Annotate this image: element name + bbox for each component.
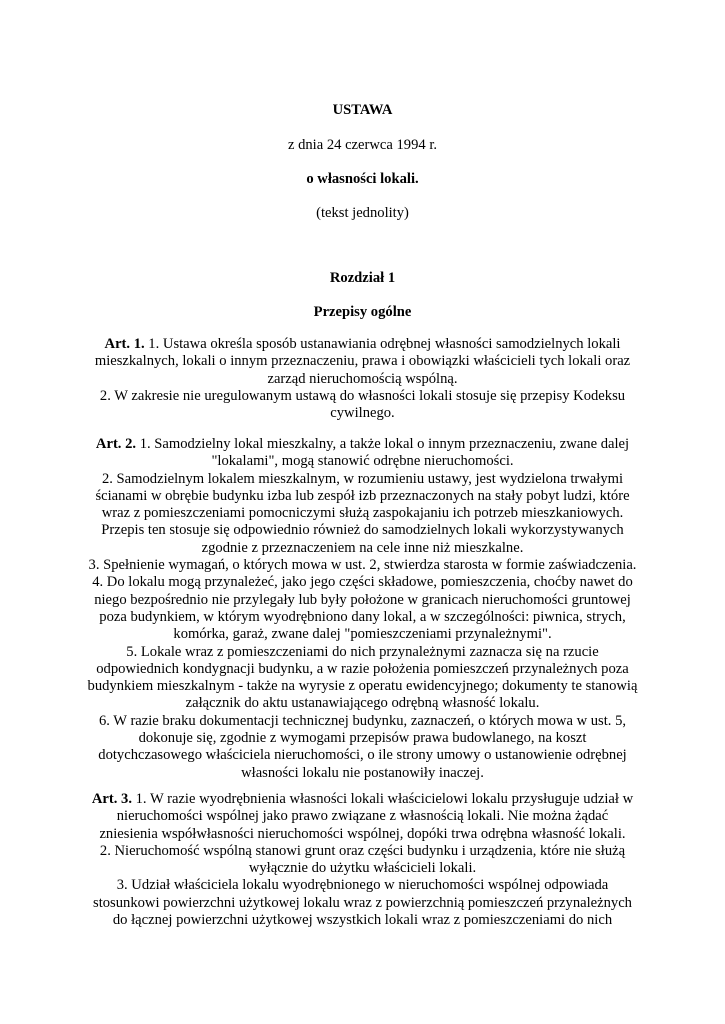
article-1-line-1: Art. 1. 1. Ustawa określa sposób ustanawiania odrębnej własności samodzielnych lokali bbox=[104, 336, 621, 352]
article-2-line-9: 4. Do lokalu mogą przynależeć, jako jego części składowe, pomieszczenia, choćby nawet do bbox=[92, 574, 633, 591]
article-1-line-5: cywilnego. bbox=[330, 405, 395, 422]
article-2-line-10: niego bezpośrednio nie przylegały lub były położone w granicach nieruchomości gruntowej bbox=[94, 591, 631, 608]
article-2 bbox=[60, 436, 665, 782]
article-3 bbox=[60, 791, 665, 929]
article-3-line-2: nieruchomości wspólnej jako prawo związane z własnością lokali. Nie można żądać bbox=[116, 808, 609, 825]
article-3-line-7: stosunkowi powierzchni użytkowej lokalu wraz z powierzchnią pomieszczeń przynależnych bbox=[93, 894, 632, 911]
article-2-line-13: 5. Lokale wraz z pomieszczeniami do nich przynależnymi zaznacza się na rzucie bbox=[126, 643, 599, 660]
article-2-line-5: wraz z pomieszczeniami pomocniczymi służą zaspokajaniu ich potrzeb mieszkaniowych. bbox=[101, 505, 624, 522]
article-2-line-12: komórka, garaż, zwane dalej "pomieszczeniami przynależnymi". bbox=[173, 626, 552, 643]
article-1-label: Art. 1. bbox=[104, 336, 145, 352]
article-2-line-19: dotychczasowego właściciela nieruchomości, o ile strony umowy o ustanowienie odrębnej bbox=[98, 747, 627, 764]
article-2-line-1: Art. 2. 1. Samodzielny lokal mieszkalny, a także lokal o innym przeznaczeniu, zwane dalej bbox=[95, 436, 630, 452]
article-3-line-1: Art. 3. 1. W razie wyodrębnienia własności lokali właścicielowi lokalu przysługuje udział w bbox=[91, 791, 634, 807]
article-3-line-8: do łącznej powierzchni użytkowej wszystkich lokali wraz z pomieszczeniami do nich bbox=[112, 912, 613, 929]
article-2-line-15: budynkiem mieszkalnym - także na wyrysie z operatu ewidencyjnego; dokumenty te stanowią bbox=[87, 678, 638, 695]
article-2-line-8: 3. Spełnienie wymagań, o których mowa w ust. 2, stwierdza starosta w formie zaświadczenia. bbox=[88, 557, 637, 574]
article-2-line-4: ścianami w obrębie budynku izba lub zespół izb przeznaczonych na stały pobyt ludzi, które bbox=[95, 487, 630, 504]
article-1 bbox=[60, 336, 665, 422]
article-2-line-7: zgodnie z przeznaczeniem na cele inne niż mieszkalne. bbox=[201, 539, 524, 556]
article-2-line-2: "lokalami", mogą stanowić odrębne nieruchomości. bbox=[211, 453, 514, 470]
article-1-line-3: zarząd nieruchomością wspólną. bbox=[267, 370, 458, 387]
article-2-label: Art. 2. bbox=[95, 436, 137, 452]
act-note: (tekst jednolity) bbox=[316, 205, 409, 221]
article-1-line-2: mieszkalnych, lokali o innym przeznaczeniu, prawa i obowiązki właścicieli tych lokali oraz bbox=[94, 353, 631, 370]
act-title: USTAWA bbox=[332, 102, 393, 118]
act-date: z dnia 24 czerwca 1994 r. bbox=[287, 137, 438, 153]
article-2-line-18: dokonuje się, zgodnie z wymogami przepisów prawa budowlanego, na koszt bbox=[138, 730, 587, 747]
article-2-line-6: Przepis ten stosuje się odpowiednio również do samodzielnych lokali wykorzystywanych bbox=[101, 522, 624, 539]
article-3-line-6: 3. Udział właściciela lokalu wyodrębnionego w nieruchomości wspólnej odpowiada bbox=[116, 877, 609, 894]
article-3-line-3: zniesienia współwłasności nieruchomości wspólnej, dopóki trwa odrębna własność lokali. bbox=[99, 825, 626, 842]
article-2-line-11: poza budynkiem, w którym wyodrębniono dany lokal, a w szczególności: piwnica, strych, bbox=[99, 608, 626, 625]
article-1-line-4: 2. W zakresie nie uregulowanym ustawą do własności lokali stosuje się przepisy Kodeksu bbox=[99, 387, 626, 404]
article-3-line-5: wyłącznie do użytku właścicieli lokali. bbox=[248, 860, 477, 877]
act-subject: o własności lokali. bbox=[306, 171, 419, 187]
chapter-name: Przepisy ogólne bbox=[313, 304, 412, 320]
article-2-line-20: własności lokalu nie postanowiły inaczej. bbox=[241, 764, 484, 781]
article-2-line-14: odpowiednich kondygnacji budynku, a w razie położenia pomieszczeń przynależnych poza bbox=[96, 660, 629, 677]
article-2-line-16: załącznik do aktu ustanawiającego odrębną własność lokalu. bbox=[185, 695, 540, 712]
article-2-line-3: 2. Samodzielnym lokalem mieszkalnym, w rozumieniu ustawy, jest wydzielona trwałymi bbox=[101, 470, 624, 487]
article-3-line-4: 2. Nieruchomość wspólną stanowi grunt oraz części budynku i urządzenia, które nie służą bbox=[99, 842, 626, 859]
article-3-label: Art. 3. bbox=[91, 791, 132, 807]
article-2-line-17: 6. W razie braku dokumentacji technicznej budynku, zaznaczeń, o których mowa w ust. 5, bbox=[98, 712, 627, 729]
chapter-number: Rozdział 1 bbox=[329, 270, 396, 286]
